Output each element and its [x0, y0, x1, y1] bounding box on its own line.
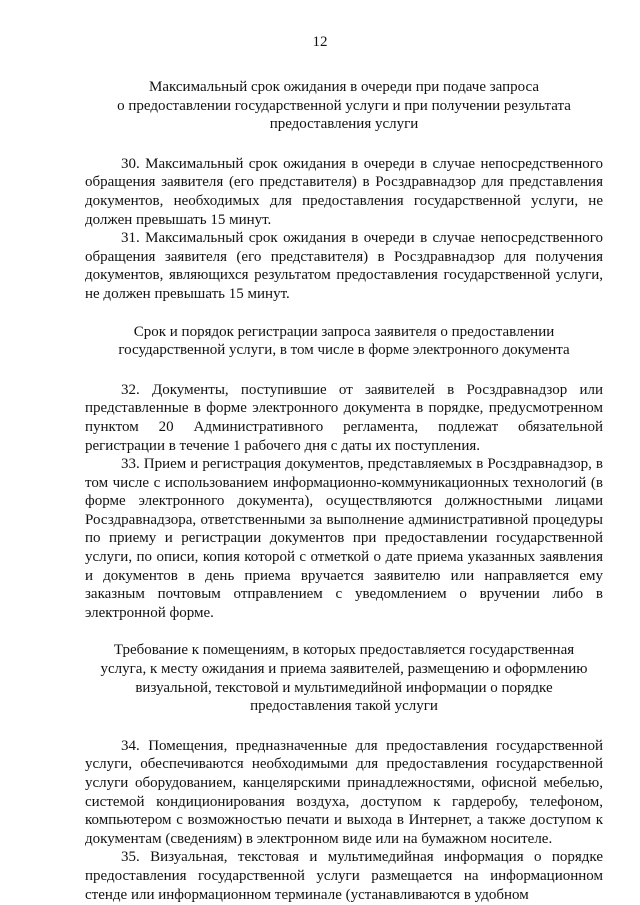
paragraph-31: 31. Максимальный срок ожидания в очереди в случае непосредственного обращения заявителя (его представителя) в Росздравнадзор для получения документов, являющихся результатом предоставления государственной услуги, не должен превышать 15 минут.	[85, 230, 603, 302]
paragraph-34: 34. Помещения, предназначенные для предоставления государственной услуги, обеспечиваются необходимыми для предоставления государственной услуги оборудованием, канцелярскими принадлежностями, офисной мебелью, системой кондиционирования воздуха, доступом к гардеробу, телефоном, компьютером с возможностью печати и выхода в Интернет, а также доступом к документам (сведениям) в электронном виде или на бумажном носителе.	[85, 737, 603, 847]
paragraph-35: 35. Визуальная, текстовая и мультимедийная информация о порядке предоставления государственной услуги размещается на информационном стенде или информационном терминале (устанавливаются в удобном	[85, 849, 603, 903]
heading-line: предоставления услуги	[269, 116, 419, 133]
paragraph-32: 32. Документы, поступившие от заявителей в Росздравнадзор или представленные в форме электронного документа в порядке, предусмотренном пунктом 20 Административного регламента, подлежат обязательной регистрации в течение 1 рабочего дня с даты их поступления.	[85, 381, 603, 454]
paragraph-33: 33. Прием и регистрация документов, представляемых в Росздравнадзор, в том числе с использованием информационно-коммуникационных технологий (в форме электронного документа), осуществляются должностными лицами Росздравнадзора, ответственными за выполнение административной процедуры по приему и регистрации документов при предоставлении государственной услуги, по описи, копия которой с отметкой о дате приема указанных заявления и документов в день приема вручается заявителю или направляется ему заказным почтовым отправлением с уведомлением о вручении либо в электронной форме.	[85, 456, 603, 621]
section-heading-premises	[85, 641, 603, 715]
heading-line: Требование к помещениям, в которых предоставляется государственная	[113, 642, 575, 659]
paragraph-30: 30. Максимальный срок ожидания в очереди в случае непосредственного обращения заявителя (его представителя) в Росздравнадзор для представления документов, необходимых для предоставления государственной услуги, не должен превышать 15 минут.	[85, 155, 603, 228]
heading-line: Максимальный срок ожидания в очереди при подаче запроса	[148, 79, 540, 95]
document-body	[85, 78, 603, 904]
page-number: 12	[312, 34, 328, 50]
heading-line: предоставления такой услуги	[250, 698, 438, 715]
heading-line: услуга, к месту ожидания и приема заявителей, размещению и оформлению	[100, 661, 588, 678]
heading-line: визуальной, текстовой и мультимедийной информации о порядке	[135, 679, 553, 696]
heading-line: о предоставлении государственной услуги и при получении результата	[117, 97, 571, 114]
heading-line: государственной услуги, в том числе в форме электронного документа	[118, 342, 570, 359]
heading-line: Срок и порядок регистрации запроса заявителя о предоставлении	[133, 323, 555, 340]
section-heading-registration	[85, 323, 603, 360]
section-heading-queue-time	[85, 78, 603, 134]
